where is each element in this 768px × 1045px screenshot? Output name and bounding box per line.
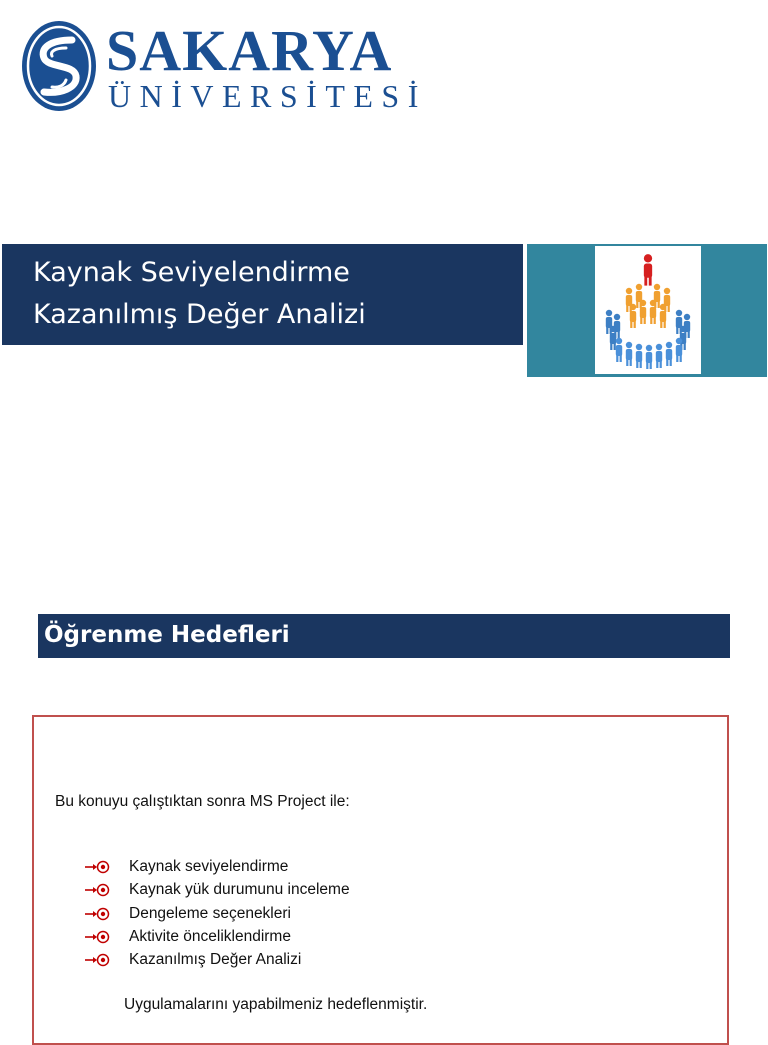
people-hierarchy-icon bbox=[595, 246, 701, 374]
objective-text: Kazanılmış Değer Analizi bbox=[129, 951, 302, 969]
title-line-2: Kazanılmış Değer Analizi bbox=[33, 299, 366, 330]
objectives-intro: Bu konuyu çalıştıktan sonra MS Project ile: bbox=[55, 793, 350, 810]
objective-text: Aktivite önceliklendirme bbox=[129, 927, 291, 945]
objective-text: Kaynak seviyelendirme bbox=[129, 858, 289, 875]
target-bullet-icon bbox=[84, 930, 112, 944]
logo-university-name: SAKARYA bbox=[106, 18, 393, 83]
university-logo bbox=[20, 18, 427, 114]
title-line-1: Kaynak Seviyelendirme bbox=[33, 257, 350, 288]
target-bullet-icon bbox=[84, 860, 112, 874]
section-header bbox=[38, 614, 730, 658]
target-bullet-icon bbox=[84, 883, 112, 897]
target-bullet-icon bbox=[84, 907, 112, 921]
logo-university-subtitle: ÜNİVERSİTESİ bbox=[108, 78, 427, 114]
objectives-closing: Uygulamalarını yapabilmeniz hedeflenmiştir. bbox=[124, 996, 428, 1013]
objectives-box bbox=[32, 715, 729, 1045]
objective-text: Kaynak yük durumunu inceleme bbox=[129, 881, 350, 899]
title-banner bbox=[2, 244, 523, 345]
illustration-frame bbox=[595, 246, 701, 374]
objective-text: Dengeleme seçenekleri bbox=[129, 904, 291, 922]
target-bullet-icon bbox=[84, 953, 112, 967]
illustration-panel bbox=[527, 244, 767, 377]
sakarya-emblem-icon bbox=[20, 18, 98, 114]
section-title: Öğrenme Hedefleri bbox=[44, 622, 290, 648]
